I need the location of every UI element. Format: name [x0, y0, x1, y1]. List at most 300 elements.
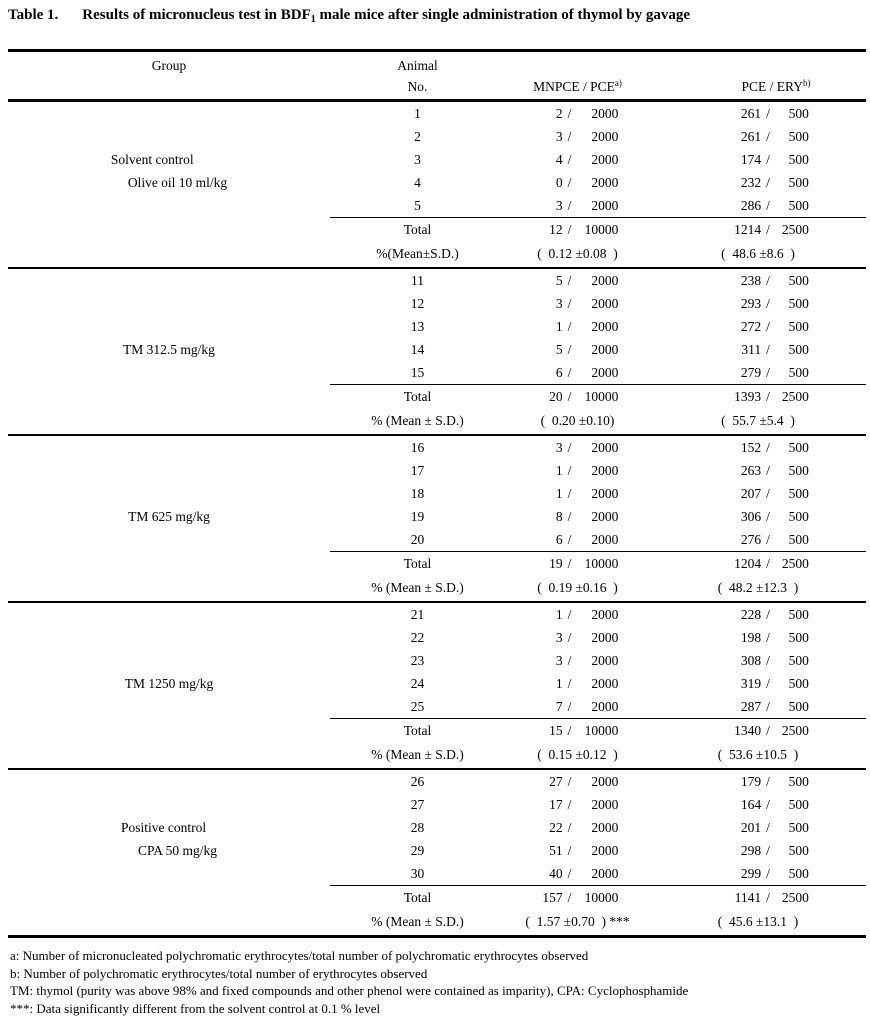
pce-ery-fraction-slash: / — [766, 272, 770, 288]
pce-ery-fraction — [727, 342, 809, 357]
mnpce-fraction-slash: / — [567, 341, 572, 357]
pce-ery-fraction-slash: / — [766, 462, 770, 478]
mnpce-cell — [505, 171, 650, 194]
pce-ery-cell — [650, 793, 866, 816]
mnpce-fraction-denominator: 2000 — [591, 318, 619, 334]
group-label-line: Olive oil 10 ml/kg — [127, 175, 228, 190]
pce-ery-fraction-numerator: 276 — [740, 531, 762, 547]
total-pce-ery-fraction-denominator: 2500 — [781, 889, 809, 905]
pce-ery-cell — [650, 292, 866, 315]
mnpce-fraction — [537, 843, 619, 858]
mnpce-cell — [505, 148, 650, 171]
mnpce-fraction — [537, 175, 619, 190]
total-pce-ery-fraction-slash: / — [766, 555, 770, 571]
total-mnpce-cell — [505, 218, 650, 242]
mnpce-fraction-numerator: 51 — [549, 842, 563, 858]
pce-ery-fraction-slash: / — [766, 629, 770, 645]
header-pce-ery — [650, 74, 866, 101]
pce-ery-fraction-numerator: 298 — [740, 842, 762, 858]
mnpce-cell — [505, 528, 650, 552]
pce-ery-fraction-numerator: 238 — [740, 272, 762, 288]
total-mnpce-fraction-slash: / — [567, 221, 572, 237]
group-label-cell — [8, 435, 330, 602]
total-pce-ery-fraction — [727, 389, 809, 404]
table-title — [0, 5, 870, 30]
mnpce-cell — [505, 816, 650, 839]
mnpce-fraction — [537, 699, 619, 714]
mnpce-fraction-denominator: 2000 — [591, 698, 619, 714]
mnpce-fraction — [537, 365, 619, 380]
mnpce-fraction-numerator: 3 — [555, 197, 563, 213]
mnpce-fraction — [537, 319, 619, 334]
total-pce-ery-cell — [650, 552, 866, 576]
total-mnpce-cell — [505, 385, 650, 409]
pce-ery-fraction — [727, 152, 809, 167]
animal-no-cell: 5 — [414, 197, 421, 213]
mnpce-fraction-slash: / — [567, 675, 572, 691]
total-mnpce-fraction — [537, 890, 619, 905]
percent-label-cell: % (Mean ± S.D.) — [330, 909, 505, 937]
pce-ery-fraction — [727, 463, 809, 478]
percent-pce-ery-cell: ( 48.2 ±12.3 ) — [650, 575, 866, 602]
pce-ery-fraction-numerator: 179 — [740, 773, 762, 789]
mnpce-fraction-denominator: 2000 — [591, 128, 619, 144]
mnpce-cell — [505, 862, 650, 886]
percent-mnpce-cell: ( 0.20 ±0.10) — [505, 408, 650, 435]
header-mnpce — [505, 74, 650, 101]
mnpce-cell — [505, 793, 650, 816]
animal-no-cell: 14 — [410, 341, 425, 357]
pce-ery-fraction-denominator: 500 — [788, 151, 809, 167]
pce-ery-fraction-numerator: 293 — [740, 295, 762, 311]
pce-ery-fraction-denominator: 500 — [788, 318, 809, 334]
group-label-cell — [8, 769, 330, 937]
animal-row — [8, 101, 866, 126]
group-label — [121, 816, 217, 862]
pce-ery-fraction-numerator: 152 — [740, 439, 762, 455]
total-pce-ery-fraction-slash: / — [766, 221, 770, 237]
pce-ery-fraction-slash: / — [766, 439, 770, 455]
animal-no-cell: 18 — [410, 485, 425, 501]
pce-ery-fraction-slash: / — [766, 318, 770, 334]
mnpce-fraction-numerator: 1 — [555, 675, 563, 691]
group-label — [128, 505, 210, 528]
pce-ery-fraction-numerator: 164 — [740, 796, 762, 812]
pce-ery-fraction-slash: / — [766, 151, 770, 167]
animal-no-cell: 27 — [410, 796, 425, 812]
pce-ery-fraction-numerator: 279 — [740, 364, 762, 380]
total-mnpce-fraction-denominator: 10000 — [584, 555, 619, 571]
pce-ery-fraction-denominator: 500 — [788, 485, 809, 501]
mnpce-cell — [505, 338, 650, 361]
mnpce-cell — [505, 769, 650, 793]
pce-ery-fraction-numerator: 198 — [740, 629, 762, 645]
mnpce-fraction-numerator: 40 — [549, 865, 563, 881]
total-mnpce-fraction-denominator: 10000 — [584, 889, 619, 905]
animal-no-cell: 21 — [410, 606, 425, 622]
group-label-line: CPA 50 mg/kg — [137, 843, 218, 858]
pce-ery-fraction-denominator: 500 — [788, 773, 809, 789]
mnpce-fraction — [537, 440, 619, 455]
mnpce-cell — [505, 672, 650, 695]
mnpce-fraction — [537, 676, 619, 691]
mnpce-fraction-slash: / — [567, 272, 572, 288]
total-mnpce-cell — [505, 552, 650, 576]
pce-ery-fraction-numerator: 261 — [740, 128, 762, 144]
group-label-cell — [8, 602, 330, 769]
total-pce-ery-fraction — [727, 723, 809, 738]
mnpce-fraction-denominator: 2000 — [591, 796, 619, 812]
total-pce-ery-fraction-denominator: 2500 — [781, 555, 809, 571]
mnpce-fraction — [537, 866, 619, 881]
pce-ery-fraction-denominator: 500 — [788, 341, 809, 357]
header-empty-1 — [505, 51, 650, 75]
mnpce-fraction-slash: / — [567, 174, 572, 190]
pce-ery-cell — [650, 839, 866, 862]
title-text-post: male mice after single administration of thymol by gavage — [315, 7, 691, 23]
pce-ery-fraction-slash: / — [766, 197, 770, 213]
mnpce-fraction-denominator: 2000 — [591, 652, 619, 668]
pce-ery-cell — [650, 148, 866, 171]
total-pce-ery-cell — [650, 886, 866, 910]
title-text-pre: Results of micronucleus test in BDF — [82, 7, 311, 23]
percent-label-cell: % (Mean ± S.D.) — [330, 408, 505, 435]
pce-ery-fraction-denominator: 500 — [788, 128, 809, 144]
pce-ery-cell — [650, 459, 866, 482]
animal-row — [8, 268, 866, 292]
mnpce-cell — [505, 695, 650, 719]
pce-ery-fraction — [727, 699, 809, 714]
group-label-cell — [8, 101, 330, 269]
mnpce-cell — [505, 315, 650, 338]
pce-ery-fraction-numerator: 207 — [740, 485, 762, 501]
pce-ery-fraction-denominator: 500 — [788, 698, 809, 714]
pce-ery-fraction-numerator: 228 — [740, 606, 762, 622]
total-mnpce-cell — [505, 719, 650, 743]
pce-ery-fraction-denominator: 500 — [788, 105, 809, 121]
total-label-cell: Total — [330, 552, 505, 576]
mnpce-fraction — [537, 463, 619, 478]
pce-ery-cell — [650, 602, 866, 626]
micronucleus-results-table — [8, 49, 866, 938]
mnpce-cell — [505, 435, 650, 459]
pce-ery-fraction-slash: / — [766, 773, 770, 789]
mnpce-fraction — [537, 774, 619, 789]
mnpce-fraction-numerator: 3 — [555, 295, 563, 311]
mnpce-fraction — [537, 653, 619, 668]
header-pce-ery-superscript: b) — [803, 78, 811, 88]
mnpce-fraction-denominator: 2000 — [591, 865, 619, 881]
pce-ery-fraction-slash: / — [766, 485, 770, 501]
total-pce-ery-fraction-numerator: 1214 — [734, 221, 762, 237]
mnpce-fraction-numerator: 5 — [555, 272, 563, 288]
mnpce-fraction-slash: / — [567, 773, 572, 789]
mnpce-fraction — [537, 152, 619, 167]
pce-ery-fraction-denominator: 500 — [788, 462, 809, 478]
percent-pce-ery-cell: ( 53.6 ±10.5 ) — [650, 742, 866, 769]
mnpce-fraction-numerator: 3 — [555, 652, 563, 668]
mnpce-fraction-numerator: 27 — [549, 773, 563, 789]
mnpce-fraction-denominator: 2000 — [591, 508, 619, 524]
pce-ery-fraction-denominator: 500 — [788, 842, 809, 858]
total-label-cell: Total — [330, 385, 505, 409]
mnpce-fraction-numerator: 3 — [555, 629, 563, 645]
mnpce-fraction — [537, 486, 619, 501]
pce-ery-fraction — [727, 296, 809, 311]
mnpce-fraction-numerator: 6 — [555, 364, 563, 380]
group-label — [125, 672, 214, 695]
percent-mnpce-cell: ( 0.15 ±0.12 ) — [505, 742, 650, 769]
total-pce-ery-cell — [650, 385, 866, 409]
pce-ery-fraction — [727, 630, 809, 645]
total-mnpce-fraction-numerator: 19 — [549, 555, 563, 571]
pce-ery-fraction-numerator: 263 — [740, 462, 762, 478]
mnpce-fraction-numerator: 6 — [555, 531, 563, 547]
header-empty-2 — [650, 51, 866, 75]
mnpce-cell — [505, 361, 650, 385]
total-pce-ery-fraction-numerator: 1141 — [734, 889, 762, 905]
pce-ery-fraction-denominator: 500 — [788, 439, 809, 455]
pce-ery-fraction-slash: / — [766, 105, 770, 121]
pce-ery-fraction-slash: / — [766, 174, 770, 190]
total-pce-ery-fraction-denominator: 2500 — [781, 722, 809, 738]
pce-ery-fraction-slash: / — [766, 341, 770, 357]
total-pce-ery-fraction-slash: / — [766, 388, 770, 404]
mnpce-cell — [505, 268, 650, 292]
mnpce-fraction-slash: / — [567, 629, 572, 645]
group-label-line: TM 625 mg/kg — [128, 509, 210, 524]
animal-row — [8, 435, 866, 459]
pce-ery-cell — [650, 194, 866, 218]
percent-label-cell: % (Mean ± S.D.) — [330, 575, 505, 602]
pce-ery-fraction-slash: / — [766, 675, 770, 691]
total-mnpce-fraction — [537, 556, 619, 571]
header-row-1 — [8, 51, 866, 75]
pce-ery-fraction-slash: / — [766, 531, 770, 547]
animal-no-cell: 25 — [410, 698, 425, 714]
group-label-line: TM 1250 mg/kg — [124, 676, 214, 691]
mnpce-cell — [505, 649, 650, 672]
mnpce-fraction-numerator: 22 — [549, 819, 563, 835]
pce-ery-fraction-slash: / — [766, 128, 770, 144]
pce-ery-fraction — [727, 532, 809, 547]
pce-ery-fraction-numerator: 319 — [740, 675, 762, 691]
total-pce-ery-fraction-denominator: 2500 — [781, 221, 809, 237]
animal-no-cell: 19 — [410, 508, 425, 524]
mnpce-cell — [505, 839, 650, 862]
total-mnpce-fraction-slash: / — [567, 388, 572, 404]
total-mnpce-fraction-denominator: 10000 — [584, 722, 619, 738]
mnpce-cell — [505, 459, 650, 482]
pce-ery-cell — [650, 672, 866, 695]
mnpce-cell — [505, 505, 650, 528]
pce-ery-fraction-slash: / — [766, 819, 770, 835]
mnpce-fraction-denominator: 2000 — [591, 272, 619, 288]
header-pce-ery-text: PCE / ERY — [741, 79, 803, 94]
total-pce-ery-fraction-slash: / — [766, 722, 770, 738]
percent-pce-ery-cell: ( 48.6 ±8.6 ) — [650, 241, 866, 268]
pce-ery-fraction-denominator: 500 — [788, 272, 809, 288]
total-label-cell: Total — [330, 886, 505, 910]
pce-ery-fraction-denominator: 500 — [788, 865, 809, 881]
pce-ery-fraction — [727, 653, 809, 668]
mnpce-fraction-denominator: 2000 — [591, 629, 619, 645]
total-pce-ery-fraction-slash: / — [766, 889, 770, 905]
pce-ery-fraction-denominator: 500 — [788, 508, 809, 524]
mnpce-fraction — [537, 273, 619, 288]
pce-ery-fraction-numerator: 308 — [740, 652, 762, 668]
pce-ery-fraction-slash: / — [766, 865, 770, 881]
mnpce-cell — [505, 626, 650, 649]
mnpce-fraction-denominator: 2000 — [591, 485, 619, 501]
animal-no-cell: 17 — [410, 462, 425, 478]
mnpce-fraction — [537, 820, 619, 835]
pce-ery-cell — [650, 816, 866, 839]
total-mnpce-fraction-denominator: 10000 — [584, 388, 619, 404]
animal-no-cell: 15 — [410, 364, 425, 380]
mnpce-fraction-numerator: 2 — [555, 105, 563, 121]
mnpce-fraction — [537, 342, 619, 357]
mnpce-fraction-numerator: 8 — [555, 508, 563, 524]
pce-ery-fraction-denominator: 500 — [788, 197, 809, 213]
total-pce-ery-fraction-numerator: 1204 — [734, 555, 762, 571]
header-group: Group — [151, 58, 187, 73]
animal-no-cell: 30 — [410, 865, 425, 881]
pce-ery-cell — [650, 315, 866, 338]
percent-mnpce-cell: ( 1.57 ±0.70 ) *** — [505, 909, 650, 937]
mnpce-cell — [505, 194, 650, 218]
animal-no-cell: 1 — [414, 105, 421, 121]
pce-ery-fraction — [727, 676, 809, 691]
mnpce-fraction-denominator: 2000 — [591, 842, 619, 858]
mnpce-fraction-denominator: 2000 — [591, 675, 619, 691]
percent-mnpce-cell: ( 0.19 ±0.16 ) — [505, 575, 650, 602]
pce-ery-fraction — [727, 175, 809, 190]
animal-no-cell: 28 — [410, 819, 425, 835]
mnpce-fraction-numerator: 7 — [555, 698, 563, 714]
percent-mnpce-cell: ( 0.12 ±0.08 ) — [505, 241, 650, 268]
total-mnpce-fraction-numerator: 157 — [542, 889, 563, 905]
pce-ery-fraction-numerator: 306 — [740, 508, 762, 524]
animal-row — [8, 602, 866, 626]
mnpce-fraction-slash: / — [567, 606, 572, 622]
mnpce-fraction-slash: / — [567, 439, 572, 455]
animal-no-cell: 22 — [410, 629, 425, 645]
mnpce-fraction-denominator: 2000 — [591, 341, 619, 357]
total-pce-ery-fraction-numerator: 1393 — [734, 388, 762, 404]
animal-no-cell: 20 — [410, 531, 425, 547]
total-pce-ery-fraction — [727, 890, 809, 905]
pce-ery-fraction-denominator: 500 — [788, 364, 809, 380]
pce-ery-cell — [650, 125, 866, 148]
footnotes — [10, 947, 870, 1017]
mnpce-fraction-numerator: 17 — [549, 796, 563, 812]
pce-ery-cell — [650, 505, 866, 528]
mnpce-fraction-numerator: 4 — [555, 151, 563, 167]
mnpce-cell — [505, 125, 650, 148]
mnpce-fraction-numerator: 1 — [555, 606, 563, 622]
pce-ery-fraction-slash: / — [766, 606, 770, 622]
pce-ery-fraction — [727, 440, 809, 455]
mnpce-fraction-slash: / — [567, 531, 572, 547]
total-mnpce-fraction-numerator: 20 — [549, 388, 563, 404]
mnpce-fraction-slash: / — [567, 698, 572, 714]
mnpce-fraction-numerator: 5 — [555, 341, 563, 357]
pce-ery-fraction-slash: / — [766, 364, 770, 380]
mnpce-fraction-numerator: 1 — [555, 462, 563, 478]
mnpce-fraction-numerator: 1 — [555, 485, 563, 501]
animal-no-cell: 13 — [410, 318, 425, 334]
total-mnpce-fraction — [537, 723, 619, 738]
group-label-line: Positive control — [120, 820, 207, 835]
mnpce-fraction-numerator: 3 — [555, 439, 563, 455]
mnpce-fraction-slash: / — [567, 462, 572, 478]
table-body — [8, 101, 866, 937]
total-mnpce-cell — [505, 886, 650, 910]
pce-ery-fraction-slash: / — [766, 295, 770, 311]
header-empty-3 — [8, 74, 330, 101]
mnpce-fraction-slash: / — [567, 508, 572, 524]
total-mnpce-fraction-slash: / — [567, 555, 572, 571]
pce-ery-cell — [650, 361, 866, 385]
pce-ery-fraction — [727, 273, 809, 288]
footnote-tm-cpa: TM: thymol (purity was above 98% and fixed compounds and other phenol were contained as imparity), CPA: Cyclophosphamide — [10, 983, 689, 998]
total-pce-ery-fraction — [727, 222, 809, 237]
total-pce-ery-fraction — [727, 556, 809, 571]
pce-ery-cell — [650, 482, 866, 505]
pce-ery-fraction-numerator: 299 — [740, 865, 762, 881]
header-row-2 — [8, 74, 866, 101]
total-pce-ery-cell — [650, 719, 866, 743]
total-label-cell: Total — [330, 218, 505, 242]
mnpce-fraction — [537, 607, 619, 622]
percent-label-cell: % (Mean ± S.D.) — [330, 742, 505, 769]
pce-ery-cell — [650, 268, 866, 292]
pce-ery-fraction-denominator: 500 — [788, 629, 809, 645]
mnpce-fraction-slash: / — [567, 796, 572, 812]
pce-ery-fraction-numerator: 311 — [741, 341, 762, 357]
mnpce-fraction-denominator: 2000 — [591, 773, 619, 789]
pce-ery-fraction-slash: / — [766, 796, 770, 812]
mnpce-cell — [505, 101, 650, 126]
pce-ery-fraction — [727, 198, 809, 213]
pce-ery-fraction-denominator: 500 — [788, 675, 809, 691]
total-mnpce-fraction — [537, 389, 619, 404]
mnpce-fraction-denominator: 2000 — [591, 462, 619, 478]
footnote-b: b: Number of polychromatic erythrocytes/total number of erythrocytes observed — [10, 965, 428, 981]
mnpce-fraction — [537, 296, 619, 311]
mnpce-fraction-slash: / — [567, 105, 572, 121]
mnpce-fraction-denominator: 2000 — [591, 531, 619, 547]
total-pce-ery-fraction-numerator: 1340 — [734, 722, 762, 738]
mnpce-fraction-slash: / — [567, 197, 572, 213]
pce-ery-fraction-denominator: 500 — [788, 606, 809, 622]
pce-ery-fraction — [727, 365, 809, 380]
pce-ery-cell — [650, 862, 866, 886]
animal-no-cell: 3 — [414, 151, 421, 167]
pce-ery-fraction-denominator: 500 — [788, 652, 809, 668]
mnpce-fraction-denominator: 2000 — [591, 606, 619, 622]
animal-no-cell: 24 — [410, 675, 425, 691]
pce-ery-fraction-numerator: 232 — [740, 174, 762, 190]
pce-ery-fraction-slash: / — [766, 508, 770, 524]
animal-no-cell: 2 — [414, 128, 421, 144]
mnpce-fraction-denominator: 2000 — [591, 105, 619, 121]
percent-label-cell: %(Mean±S.D.) — [330, 241, 505, 268]
animal-no-cell: 23 — [410, 652, 425, 668]
total-mnpce-fraction — [537, 222, 619, 237]
total-mnpce-fraction-numerator: 12 — [549, 221, 563, 237]
